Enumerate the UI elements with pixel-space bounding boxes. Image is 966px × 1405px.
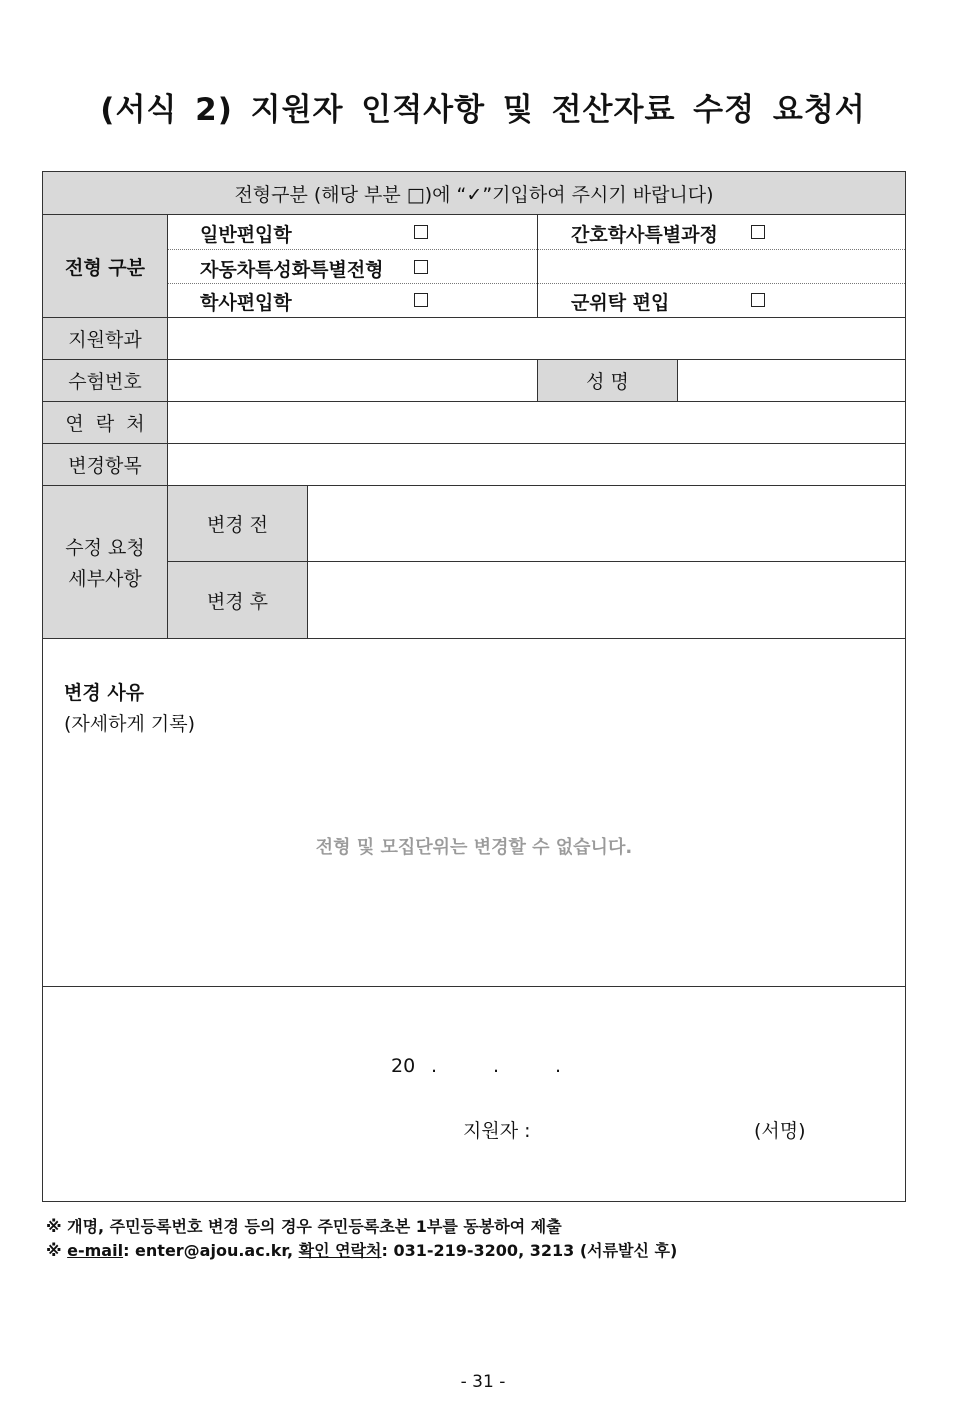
option-automotive-checkbox[interactable] [414,260,428,274]
footnote-name-change: ※ 개명, 주민등록번호 변경 등의 경우 주민등록초본 1부를 동봉하여 제출 [46,1217,562,1236]
exam-number-label-cell [43,360,167,401]
before-field[interactable] [308,486,905,561]
email-address[interactable]: : enter@ajou.ac.kr, [123,1241,294,1260]
reason-sublabel: (자세하게 기록) [64,713,195,735]
change-item-label: 변경항목 [68,455,142,477]
option-military-label: 군위탁 편입 [571,292,670,314]
name-label-cell [538,360,677,401]
reason-label: 변경 사유 [64,682,145,704]
admission-type-label-cell [43,215,167,317]
page-number: - 31 - [460,1372,506,1392]
date-dot-day: . [555,1055,562,1077]
contact-phone-numbers: : 031-219-3200, 3213 (서류발신 후) [381,1241,678,1260]
option-general-transfer-checkbox[interactable] [414,225,428,239]
request-form [42,171,906,1202]
contact-phone-label: 확인 연락처 [298,1241,382,1260]
sign-label: (서명) [754,1120,806,1142]
date-year-prefix: 20 [391,1055,416,1077]
applicant-label: 지원자 : [463,1120,531,1142]
department-label: 지원학과 [68,329,142,351]
option-bachelor-transfer-label: 학사편입학 [200,292,292,314]
page-title: (서식 2) 지원자 인적사항 및 전산자료 수정 요청서 [100,92,866,128]
exam-number-field[interactable] [168,360,537,401]
correction-label-line2: 세부사항 [68,568,142,590]
correction-label-line1: 수정 요청 [65,537,145,559]
after-field[interactable] [308,562,905,638]
email-label: e-mail [67,1241,124,1260]
reason-field[interactable] [43,639,905,986]
signature-section [43,987,905,1201]
contact-field[interactable] [168,402,905,443]
option-general-transfer-label: 일반편입학 [200,224,292,246]
after-label-cell [168,562,307,638]
exam-number-label: 수험번호 [68,371,142,393]
change-item-field[interactable] [168,444,905,485]
reason-notice: 전형 및 모집단위는 변경할 수 없습니다. [315,837,633,858]
option-nursing-label: 간호학사특별과정 [571,224,718,246]
before-label-cell [168,486,307,561]
date-dot-month: . [493,1055,500,1077]
footnote-mark: ※ [46,1241,62,1260]
option-bachelor-transfer-checkbox[interactable] [414,293,428,307]
contact-label: 연 락 처 [65,413,145,435]
option-automotive-label: 자동차특성화특별전형 [200,259,384,281]
name-label: 성 명 [586,371,629,393]
instruction-header [43,172,905,214]
instruction-text: 전형구분 (해당 부분 □)에 “✓”기입하여 주시기 바랍니다) [234,183,714,206]
contact-label-cell [43,402,167,443]
footnote-contact [46,1238,677,1261]
option-military-checkbox[interactable] [751,293,765,307]
option-nursing-checkbox[interactable] [751,225,765,239]
name-field[interactable] [678,360,905,401]
correction-label-cell [43,486,167,638]
change-item-label-cell [43,444,167,485]
admission-type-label: 전형 구분 [64,256,146,279]
department-label-cell [43,318,167,359]
department-field[interactable] [168,318,905,359]
after-label: 변경 후 [206,590,269,613]
before-label: 변경 전 [206,514,269,536]
date-dot-year: . [431,1055,438,1077]
